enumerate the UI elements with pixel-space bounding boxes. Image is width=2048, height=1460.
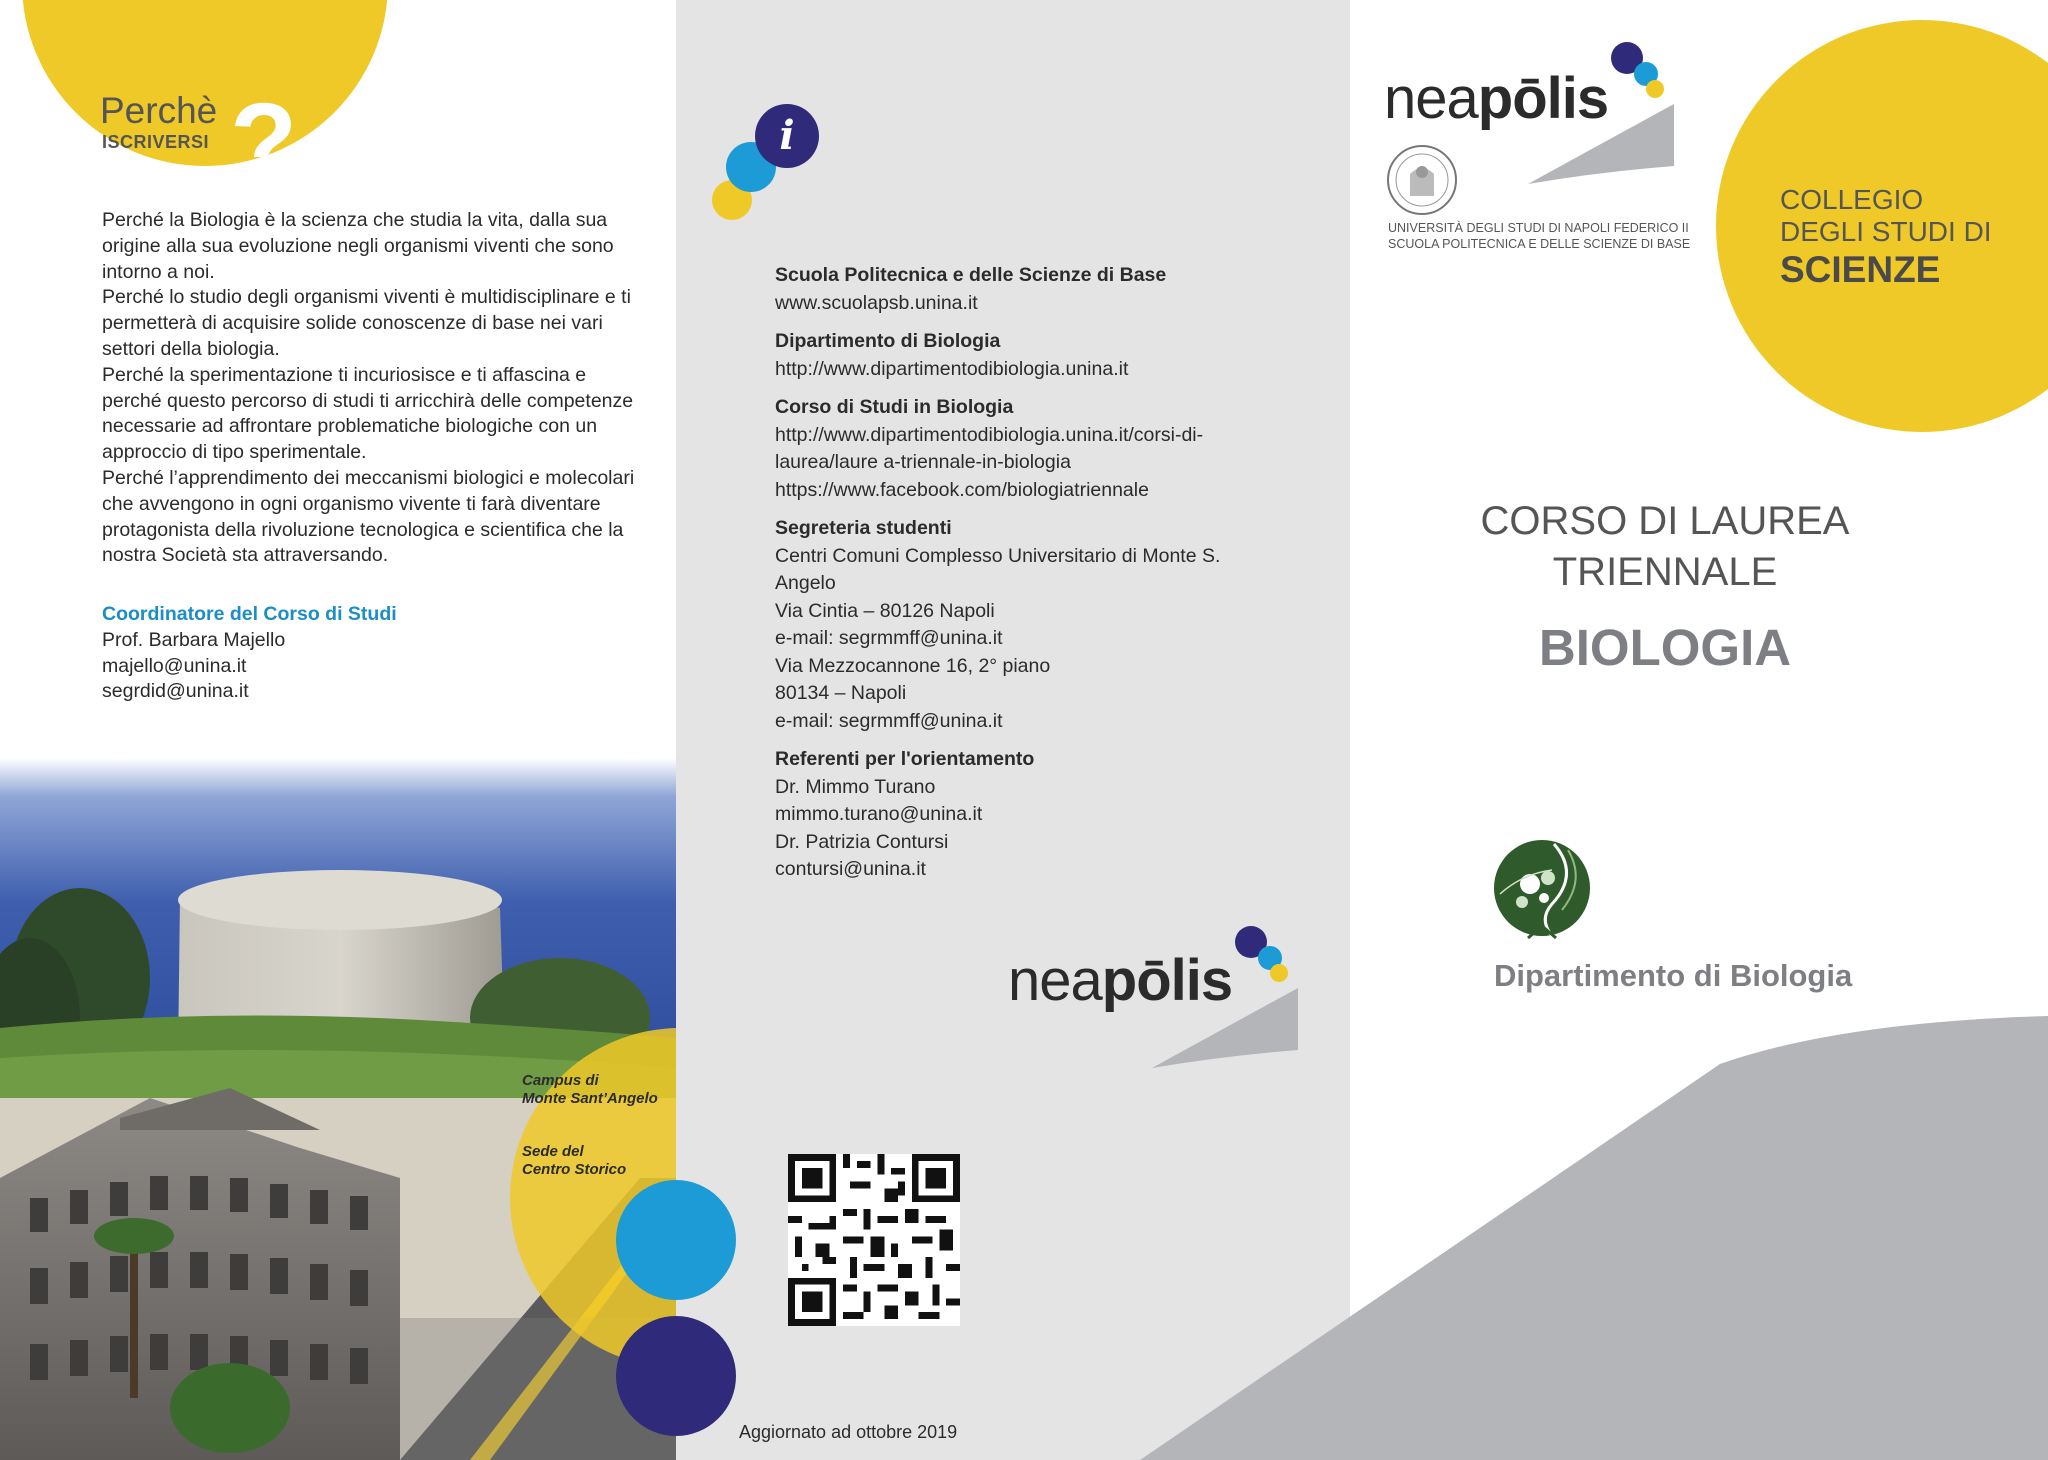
contact-line[interactable]: e-mail: segrmmff@unina.it [775, 627, 1003, 649]
college-line: COLLEGIO [1780, 184, 1924, 215]
why-text [102, 208, 647, 569]
street-tree [170, 1363, 290, 1453]
coordinator-title: Coordinatore del Corso di Studi [102, 603, 397, 625]
info-icon: i [755, 104, 819, 168]
contact-block [775, 262, 1335, 317]
university-name [1388, 220, 1690, 252]
contact-line[interactable]: laurea/laure a-triennale-in-biologia [775, 451, 1071, 473]
why-paragraph: Perché l’apprendimento dei meccanismi biologici e molecolari che avvengono in ogni organismo vivente ti farà diventare protagonista della rivoluzione tecnologica e scientifica che la nostra Società sta attraversando. [102, 466, 635, 567]
department-name: Dipartimento di Biologia [1494, 958, 1853, 993]
contact-line: Angelo [775, 572, 836, 594]
logo-nea: nea [1384, 66, 1478, 131]
department-logo-icon [1492, 834, 1592, 952]
contact-line: Centri Comuni Complesso Universitario di Monte S. [775, 544, 1221, 567]
campus-photo [0, 758, 676, 1460]
logo-nea: nea [1008, 948, 1102, 1013]
windows [30, 1176, 368, 1384]
contact-line: 80134 – Napoli [775, 682, 907, 704]
contact-line[interactable]: http://www.dipartimentodibiologia.unina.it [775, 357, 1129, 380]
contact-block [775, 515, 1335, 735]
contact-line[interactable]: contursi@unina.it [775, 858, 926, 880]
course-line: TRIENNALE [1552, 550, 1778, 594]
why-paragraph: Perché la Biologia è la scienza che studia la vita, dalla sua origine alla sua evoluzione negli organismi viventi che sono intorno a noi. [102, 209, 614, 283]
cylinder-top [178, 870, 502, 930]
logo-dot-yellow [1270, 964, 1288, 982]
contact-line: Dr. Mimmo Turano [775, 775, 936, 798]
course-type [1450, 496, 1880, 598]
contact-line[interactable]: e-mail: segrmmff@unina.it [775, 709, 1003, 732]
contact-line[interactable]: https://www.facebook.com/biologiatriennale [775, 478, 1149, 501]
caption-campus [522, 1072, 658, 1108]
university-line: SCUOLA POLITECNICA E DELLE SCIENZE DI BASE [1388, 237, 1691, 251]
why-title: Perchè [100, 90, 218, 131]
contact-line[interactable]: www.scuolapsb.unina.it [775, 291, 978, 314]
caption-line: Monte Sant’Angelo [522, 1090, 658, 1107]
contact-heading: Segreteria studenti [775, 517, 952, 539]
contact-block [775, 746, 1335, 884]
contact-block [775, 328, 1335, 383]
contact-heading: Dipartimento di Biologia [775, 330, 1001, 352]
palm-trunk [130, 1238, 138, 1398]
contact-block [775, 394, 1335, 504]
logo-wedge-right [1528, 100, 1676, 184]
caption-line: Campus di [522, 1072, 599, 1089]
logo-polis: pōlis [1477, 66, 1609, 131]
why-subtitle: ISCRIVERSI [102, 132, 210, 152]
qr-code[interactable] [788, 1154, 960, 1326]
caption-line: Sede del [522, 1143, 584, 1160]
contacts-list [775, 262, 1335, 895]
contact-heading: Scuola Politecnica e delle Scienze di Base [775, 264, 1167, 286]
college-label [1780, 184, 1992, 292]
contact-line: Via Cintia – 80126 Napoli [775, 599, 995, 622]
why-paragraph: Perché lo studio degli organismi viventi è multidisciplinare e ti permetterà di acquisire solide conoscenze di base nei vari settori della biologia. [102, 286, 631, 360]
coordinator-email[interactable]: majello@unina.it [102, 654, 247, 677]
grey-wedge [1140, 1012, 2048, 1460]
contact-line: Via Mezzocannone 16, 2° piano [775, 654, 1051, 677]
contact-heading: Referenti per l'orientamento [775, 748, 1035, 770]
college-line: DEGLI STUDI DI [1780, 216, 1992, 247]
caption-line: Centro Storico [522, 1161, 627, 1178]
university-line: UNIVERSITÀ DEGLI STUDI DI NAPOLI FEDERICO II [1388, 221, 1689, 235]
palm-leaves [94, 1218, 174, 1254]
logo-dot-yellow [1646, 80, 1664, 98]
contact-heading: Corso di Studi in Biologia [775, 396, 1014, 418]
contact-line[interactable]: mimmo.turano@unina.it [775, 803, 983, 825]
course-name: BIOLOGIA [1538, 619, 1792, 676]
updated-note: Aggiornato ad ottobre 2019 [739, 1422, 958, 1442]
why-paragraph: Perché la sperimentazione ti incuriosisce e ti affascina e perché questo percorso di studi ti arricchirà delle competenze necessarie ad affrontare problematiche biologiche con un approccio di tipo sperimentale. [102, 363, 634, 464]
logo-polis: pōlis [1101, 948, 1233, 1013]
secretary-email[interactable]: segrdid@unina.it [102, 680, 249, 703]
coordinator-block [102, 602, 397, 705]
course-line: CORSO DI LAUREA [1480, 499, 1850, 543]
contact-line: Dr. Patrizia Contursi [775, 830, 949, 853]
university-seal-icon [1386, 144, 1458, 216]
coordinator-name: Prof. Barbara Majello [102, 628, 286, 651]
question-mark: ? [230, 81, 298, 204]
contact-line[interactable]: http://www.dipartimentodibiologia.unina.it/corsi-di- [775, 423, 1204, 446]
college-science: SCIENZE [1780, 249, 1941, 290]
